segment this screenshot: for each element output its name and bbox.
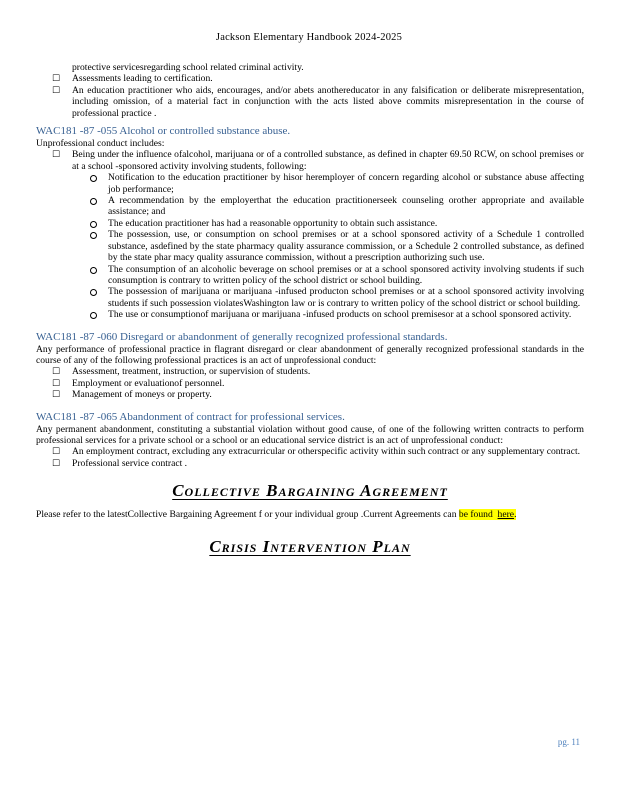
box-bullet-icon: □ [52,446,61,457]
sec055-sub-list [72,172,584,320]
list-item: A recommendation by the employerthat the education practitionerseek counseling orother appropriate and available assistance; and [88,195,584,218]
circle-bullet-icon [90,198,97,205]
circle-bullet-icon [90,221,97,228]
list-item: The education practitioner has had a reasonable opportunity to obtain such assistance. [88,218,584,229]
sec055-bullet-list [36,149,584,320]
section-intro: Any performance of professional practice in flagrant disregard or clear abandonment of generally recognized professional standards in the course of any of the following professional practices is an act of unprofessional conduct: [36,343,584,366]
circle-bullet-icon [90,312,97,319]
agreements-link[interactable]: here [497,509,515,521]
sec060-bullet-list [36,366,584,400]
section-intro: Any permanent abandonment, constituting a substantial violation without good cause, of one of the following written contracts to perform professional services for a private school or a school or an educational service district is an act of unprofessional conduct: [36,423,584,446]
box-bullet-icon: □ [52,389,61,400]
list-item: Notification to the education practitioner by hisor heremployer of concern regarding alcohol or substance abuse affecting job performance; [88,172,584,195]
page-content [36,62,584,557]
list-item: □ An employment contract, excluding any extracurricular or otherspecific activity within such contract or any supplementary contract. [52,446,581,458]
circle-bullet-icon [90,175,97,182]
section-heading-wac-060: WAC181 -87 -060 Disregard or abandonment of generally recognized professional standards. [36,330,448,343]
box-bullet-icon: □ [52,366,61,377]
box-bullet-icon: □ [52,377,61,388]
list-item: The use or consumptionof marijuana or marijuana -infused products on school premisesor at a school sponsored activity. [88,309,584,320]
list-item: The consumption of an alcoholic beverage on school premises or at a school sponsored activity involving students if such consumption is contrary to written policy of the school district or school building. [88,264,584,287]
list-item: The possession of marijuana or marijuana -infused producton school premises or at a school sponsored activity involving students if such possession violatesWashington law or is contrary to written policy of the school district or school building. [88,286,584,309]
intro-bullet-list [36,73,584,119]
box-bullet-icon: □ [52,149,61,160]
box-bullet-icon: □ [52,73,61,84]
circle-bullet-icon [90,232,97,239]
cba-highlight: be found here. [458,509,517,521]
list-item: □ Being under the influence ofalcohol, marijuana or of a controlled substance, as defined in chapter 69.50 RCW, on school premises or at a school -sponsored activity involving students, following: Notification to the education practitioner by hisor heremployer of concern regarding alcohol or substance abuse affecting job performance; A recommendation by the employerthat the education practitionerseek counseling orother appropriate and available assistance; and The education practitioner has had a reasonable opportunity to obtain such assistance. The possession, use, or consumption on school premises or at a school sponsored activity of a Schedule 1 controlled substance, asdefined by the state pharmacy quality assurance commission, or a Schedule 2 controlled substance, as defined by the state phar macy quality assurance commission, without a prescription authorizing such use. The consumption of an alcoholic beverage on school premises or at a school sponsored activity involving students if such consumption is contrary to written policy of the school district or school building. The possession of marijuana or marijuana -infused producton school premises or at a school sponsored activity involving students if such possession violatesWashington law or is contrary to written policy of the school district or school building. The use or consumptionof marijuana or marijuana -infused products on school premisesor at a school sponsored activity. [52,149,584,321]
cba-text: Please refer to the latestCollective Bargaining Agreement f or your individual group .Current Agreements can [36,509,457,521]
page-number: pg. 11 [557,737,580,747]
list-item: □ Professional service contract . [52,457,188,469]
intro-continuation: protective servicesregarding school related criminal activity. [72,62,304,73]
box-bullet-icon: □ [52,457,61,468]
circle-bullet-icon [90,267,97,274]
box-bullet-icon: □ [52,84,61,95]
section-intro: Unprofessional conduct includes: [36,138,165,150]
list-item: □ An education practitioner who aids, encourages, and/or abets anothereducator in any falsification or deliberate misrepresentation, including omission, of a material fact in conjunction with the acts listed above commits misrepresentation in the course of professional practice . [52,84,584,119]
sec065-bullet-list [36,446,584,469]
cba-paragraph [36,509,584,520]
crisis-heading: Crisis Intervention Plan [209,536,411,556]
cba-heading: Collective Bargaining Agreement [172,481,448,501]
list-item: □ Employment or evaluationof personnel. [52,377,225,389]
page-header: Jackson Elementary Handbook 2024-2025 [215,32,403,43]
section-heading-wac-065: WAC181 -87 -065 Abandonment of contract for professional services. [36,410,345,423]
circle-bullet-icon [90,289,97,296]
list-item: □ Assessment, treatment, instruction, or supervision of students. [52,366,311,378]
list-item: The possession, use, or consumption on school premises or at a school sponsored activity of a Schedule 1 controlled substance, asdefined by the state pharmacy quality assurance commission, or a Schedule 2 controlled substance, as defined by the state phar macy quality assurance commission, without a prescription authorizing such use. [88,229,584,263]
section-heading-wac-055: WAC181 -87 -055 Alcohol or controlled substance abuse. [36,125,291,138]
list-item: □ Management of moneys or property. [52,389,212,401]
list-item: □ Assessments leading to certification. [52,73,213,85]
